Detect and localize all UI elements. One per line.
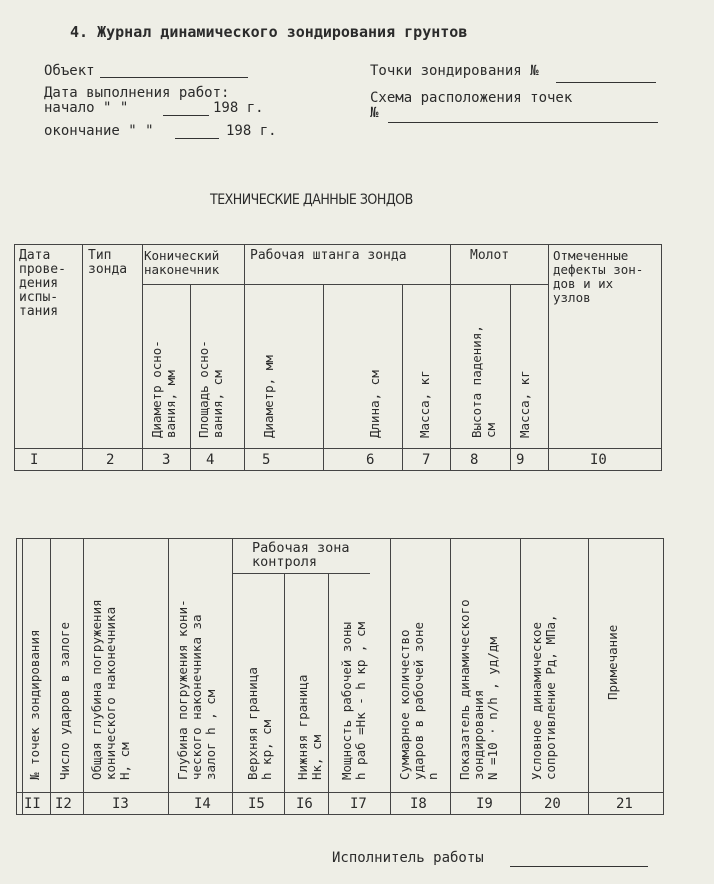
scheme-field[interactable]: [388, 122, 658, 123]
t2-col11: № точек зондирования: [27, 629, 42, 780]
t1-col-type: Тип зонда: [88, 248, 128, 277]
scheme-no: №: [370, 105, 379, 121]
t2-num: I3: [112, 796, 129, 812]
t2-num: I9: [476, 796, 493, 812]
t2-col16: Нижняя граница Нк, см: [295, 674, 324, 780]
object-field[interactable]: [100, 77, 248, 78]
t2-num: I6: [296, 796, 313, 812]
t1-hammer-mass: Масса, кг: [517, 370, 532, 438]
t2-col20: Условное динамическое сопротивление Рд, МПа,: [529, 614, 558, 780]
t1-col-defects: Отмеченные дефекты зон- дов и их узлов: [553, 248, 644, 305]
t1-col-date: Дата прове- дения испы- тания: [19, 248, 66, 319]
start-label: начало " ": [44, 100, 129, 116]
start-year: 198 г.: [213, 100, 264, 116]
t1-hammer-height: Высота падения, см: [469, 325, 498, 438]
t1-num: 4: [206, 452, 215, 468]
t1-num: 9: [516, 452, 525, 468]
t1-num: 7: [422, 452, 431, 468]
t2-col21: Примечание: [605, 624, 620, 700]
t2-num: 20: [544, 796, 561, 812]
t2-num: I7: [350, 796, 367, 812]
t1-num: 3: [162, 452, 171, 468]
t2-group-zone: Рабочая зона контроля: [252, 540, 350, 570]
t2-num: I4: [194, 796, 211, 812]
t2-col14: Глубина погружения кони- ческого наконечника за залог h , см: [175, 599, 218, 780]
t1-num: 5: [262, 452, 271, 468]
t1-tip-area: Площадь осно- вания, см: [196, 340, 225, 438]
t1-num: I0: [590, 452, 607, 468]
t2-num: I8: [410, 796, 427, 812]
t1-num: 8: [470, 452, 479, 468]
t1-num: I: [30, 452, 39, 468]
t2-col18: Суммарное количество ударов в рабочей зоне n: [397, 621, 440, 780]
t1-group-tip: Конический наконечник: [144, 248, 220, 277]
page-title: 4. Журнал динамического зондирования грунтов: [70, 23, 468, 41]
t1-group-rod: Рабочая штанга зонда: [250, 248, 407, 263]
t2-col12: Число ударов в залоге: [57, 621, 72, 780]
executor-field[interactable]: [510, 866, 648, 867]
t2-col17: Мощность рабочей зоны h раб =Нк - h кр , см: [339, 621, 368, 780]
points-field[interactable]: [556, 82, 656, 83]
t2-num: II: [24, 796, 41, 812]
object-label: Объект: [44, 63, 95, 79]
t2-col13: Общая глубина погружения конического наконечника Н, см: [89, 599, 132, 780]
t1-rod-mass: Масса, кг: [417, 370, 432, 438]
points-label: Точки зондирования №: [370, 63, 539, 79]
t1-group-hammer: Молот: [470, 248, 510, 263]
t1-num: 6: [366, 452, 375, 468]
t2-col19: Показатель динамического зондирования N =10 · n/h , уд/дм: [457, 599, 500, 780]
end-year: 198 г.: [226, 123, 277, 139]
t2-num: I2: [55, 796, 72, 812]
t2-num: I5: [248, 796, 265, 812]
start-field[interactable]: [163, 115, 209, 116]
t1-rod-diameter: Диаметр, мм: [261, 355, 276, 438]
table1-title: ТЕХНИЧЕСКИЕ ДАННЫЕ ЗОНДОВ: [210, 192, 413, 208]
t1-tip-diameter: Диаметр осно- вания, мм: [149, 340, 178, 438]
end-label: окончание " ": [44, 123, 154, 139]
t2-col15: Верхняя граница h кр, см: [245, 667, 274, 780]
t1-num: 2: [106, 452, 115, 468]
end-field[interactable]: [175, 138, 219, 139]
t1-rod-length: Длина, см: [367, 370, 382, 438]
dates-label: Дата выполнения работ:: [44, 85, 230, 101]
executor-label: Исполнитель работы: [332, 850, 484, 866]
t2-num: 21: [616, 796, 633, 812]
scheme-label: Схема расположения точек: [370, 90, 573, 106]
